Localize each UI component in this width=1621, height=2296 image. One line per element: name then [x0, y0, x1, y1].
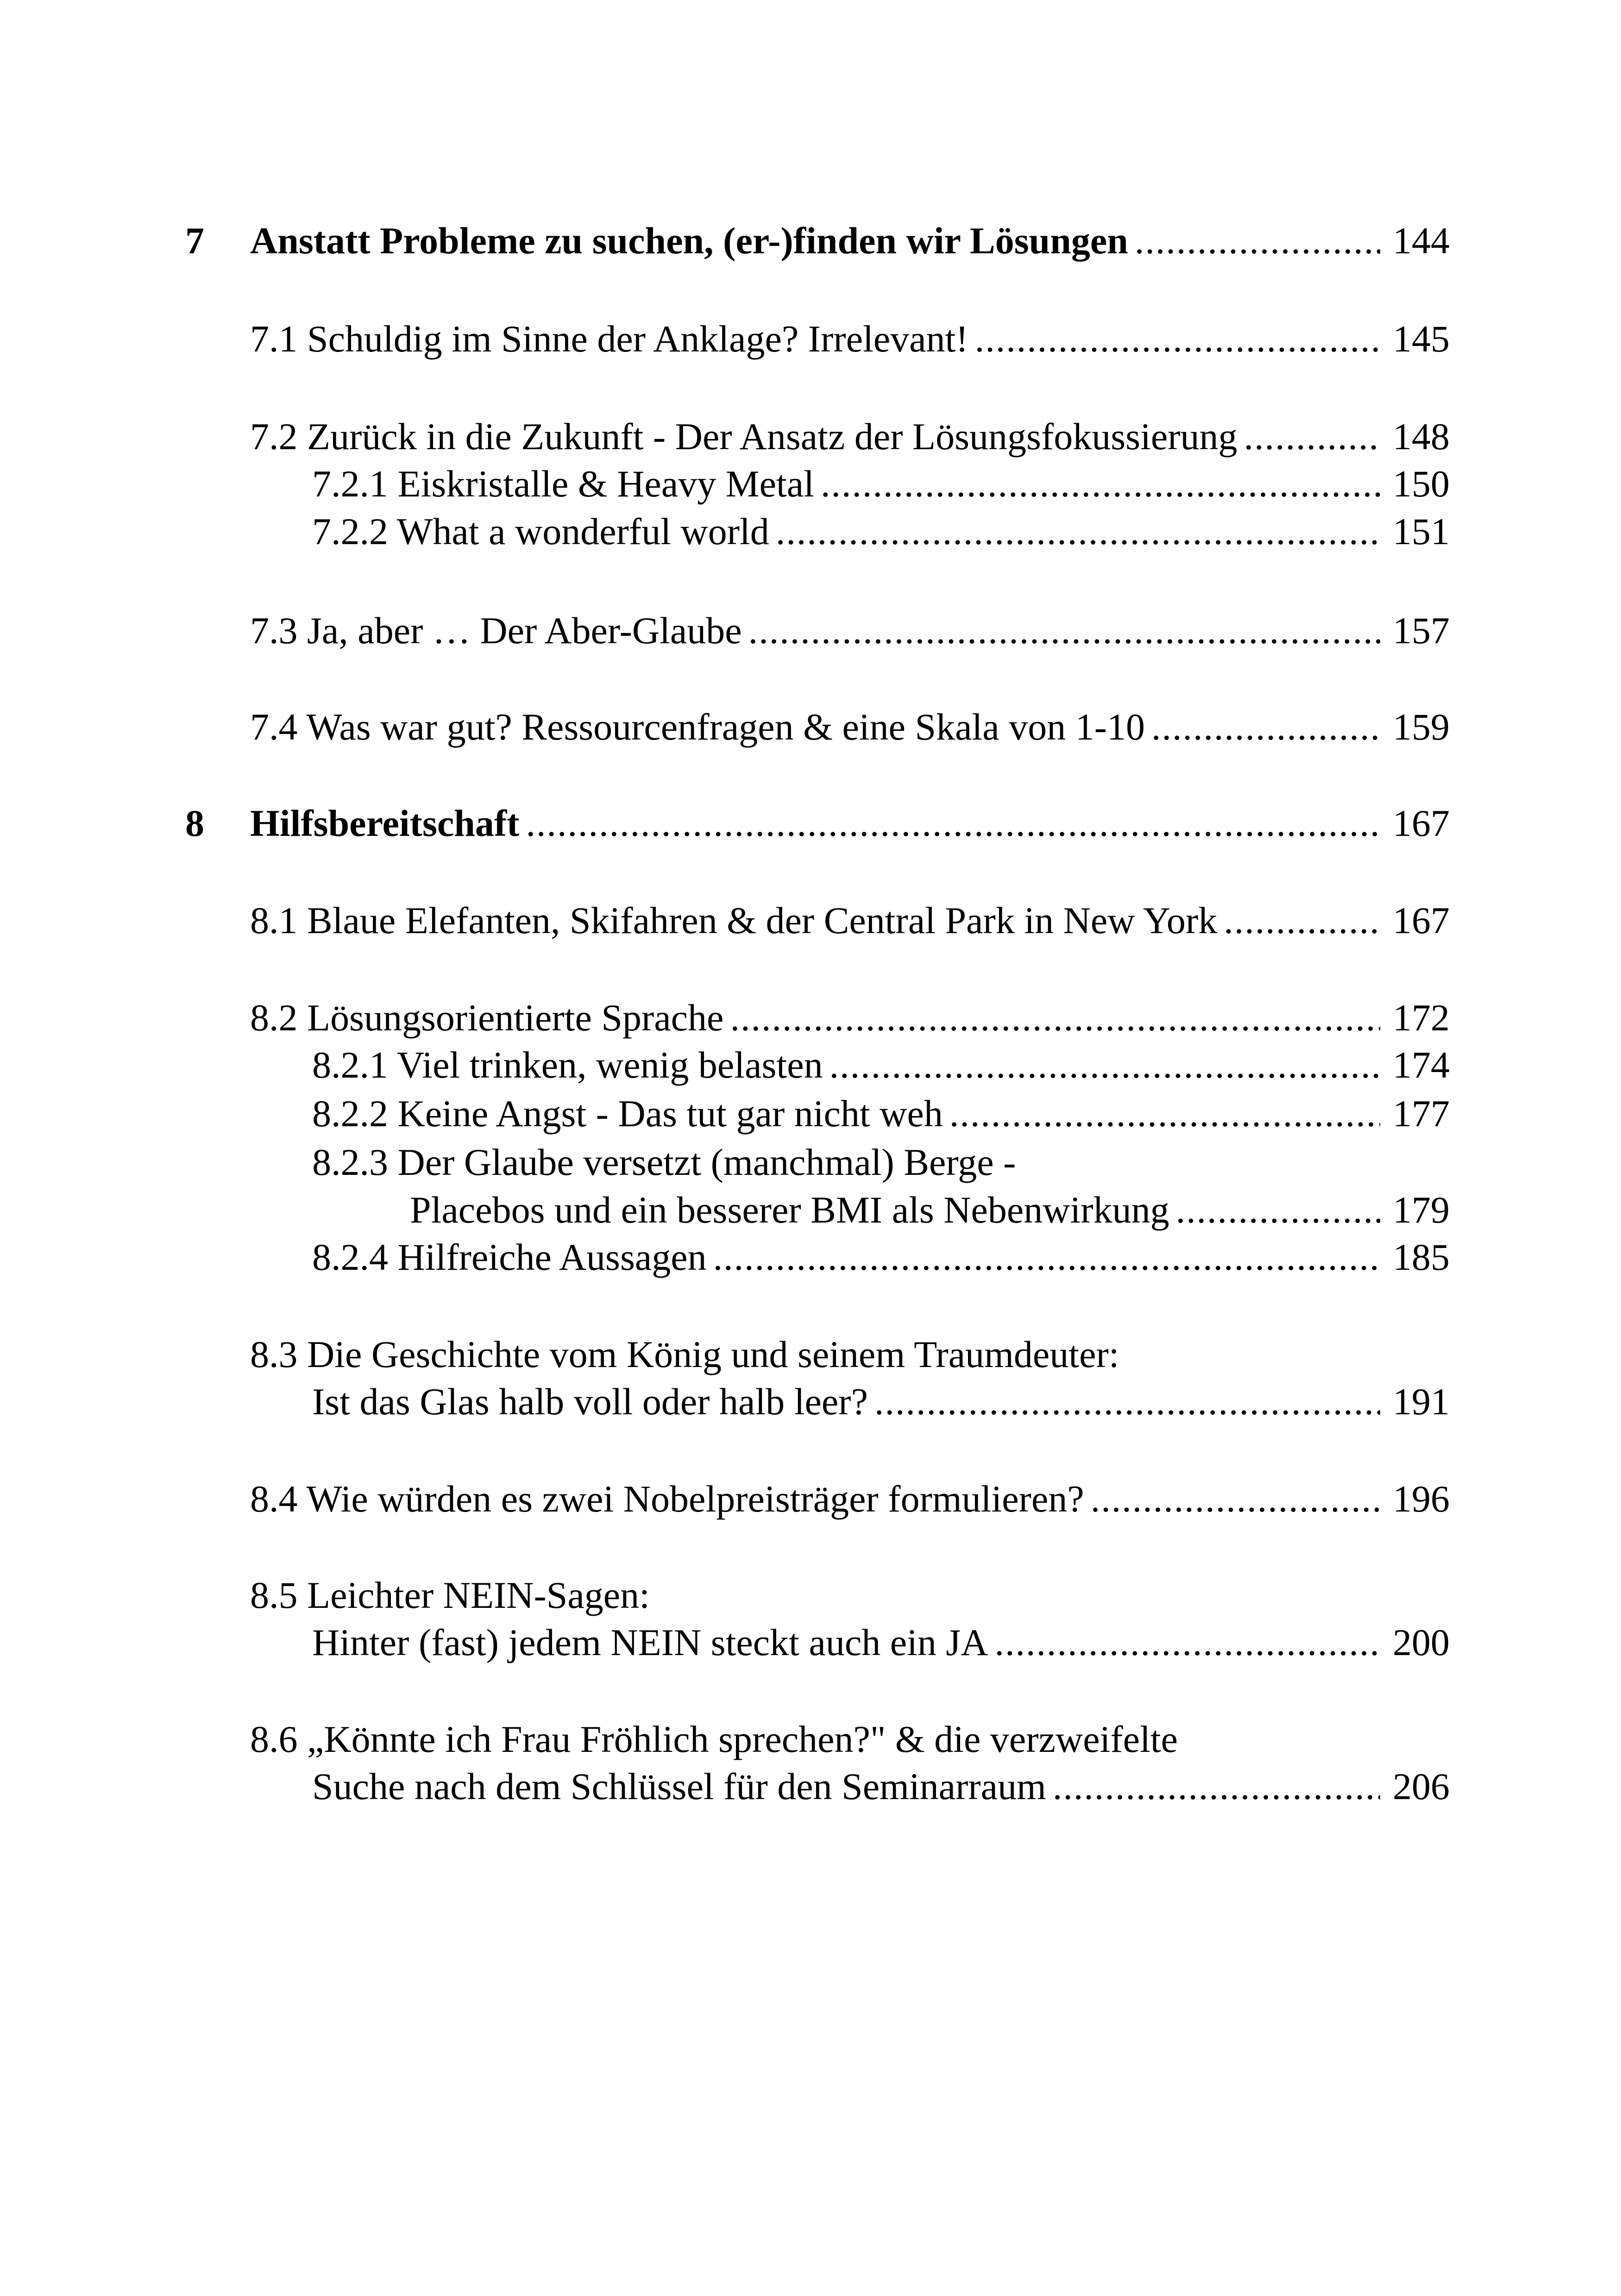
toc-entry-title: 8.4 Wie würden es zwei Nobelpreisträger formulieren? — [250, 1478, 1084, 1520]
toc-entry-7-1[interactable] — [250, 316, 1450, 362]
toc-page-number: 159 — [1393, 706, 1450, 748]
dot-leader — [821, 461, 1380, 507]
toc-page-number: 172 — [1393, 997, 1450, 1039]
toc-entry-title: 7.3 Ja, aber … Der Aber-Glaube — [250, 609, 742, 652]
toc-page-number: 185 — [1393, 1236, 1450, 1278]
toc-entry-title: 8.2 Lösungsorientierte Sprache — [250, 997, 724, 1039]
toc-entry-title: Ist das Glas halb voll oder halb leer? — [312, 1380, 868, 1423]
dot-leader — [1151, 704, 1380, 750]
toc-entry-8-2-3-line1[interactable]: 8.2.3 Der Glaube versetzt (manchmal) Berge - — [312, 1141, 1016, 1183]
toc-entry-8-3-line1[interactable]: 8.3 Die Geschichte vom König und seinem Traumdeuter: — [250, 1333, 1119, 1375]
dot-leader — [1224, 897, 1380, 944]
toc-entry-8-6[interactable] — [312, 1763, 1450, 1810]
toc-entry-chapter-8[interactable] — [250, 800, 1450, 847]
dot-leader — [776, 508, 1380, 555]
toc-page-number: 151 — [1393, 510, 1450, 552]
toc-page-number: 145 — [1393, 318, 1450, 360]
dot-leader — [526, 800, 1381, 847]
toc-entry-title: 8.1 Blaue Elefanten, Skifahren & der Central Park in New York — [250, 899, 1218, 941]
toc-entry-title: 8.2.4 Hilfreiche Aussagen — [312, 1236, 707, 1278]
toc-entry-title: Hinter (fast) jedem NEIN steckt auch ein JA — [312, 1621, 988, 1663]
toc-entry-7-2-2[interactable] — [312, 508, 1450, 555]
toc-entry-8-1[interactable] — [250, 897, 1450, 944]
toc-entry-8-2-3[interactable] — [410, 1187, 1450, 1233]
toc-entry-8-2-1[interactable] — [312, 1042, 1450, 1088]
dot-leader — [1135, 218, 1380, 264]
toc-page-number: 191 — [1393, 1380, 1450, 1423]
dot-leader — [1176, 1187, 1380, 1233]
toc-entry-8-3[interactable] — [312, 1379, 1450, 1425]
toc-entry-7-2-1[interactable] — [312, 461, 1450, 507]
toc-entry-7-3[interactable] — [250, 608, 1450, 654]
toc-entry-8-5-line1[interactable]: 8.5 Leichter NEIN-Sagen: — [250, 1574, 650, 1616]
dot-leader — [1244, 414, 1380, 460]
toc-entry-title: 7.1 Schuldig im Sinne der Anklage? Irrelevant! — [250, 318, 968, 360]
toc-page-number: 150 — [1393, 463, 1450, 505]
dot-leader — [1053, 1763, 1380, 1810]
toc-entry-title: 7.2.2 What a wonderful world — [312, 510, 769, 552]
toc-page-number: 174 — [1393, 1044, 1450, 1086]
toc-entry-8-2-2[interactable] — [312, 1091, 1450, 1137]
toc-page-number: 179 — [1393, 1189, 1450, 1231]
toc-page-number: 177 — [1393, 1092, 1450, 1135]
dot-leader — [995, 1619, 1380, 1666]
toc-entry-8-6-line1[interactable]: 8.6 „Könnte ich Frau Fröhlich sprechen?" & die verzweifelte — [250, 1718, 1178, 1760]
toc-entry-title: 7.2.1 Eiskristalle & Heavy Metal — [312, 463, 814, 505]
toc-entry-title: 8.2.1 Viel trinken, wenig belasten — [312, 1044, 823, 1086]
toc-entry-8-4[interactable] — [250, 1476, 1450, 1522]
toc-page-number: 196 — [1393, 1478, 1450, 1520]
dot-leader — [748, 608, 1380, 654]
toc-page-number: 167 — [1393, 802, 1450, 844]
toc-page-number: 200 — [1393, 1621, 1450, 1663]
toc-entry-8-5[interactable] — [312, 1619, 1450, 1666]
dot-leader — [1091, 1476, 1380, 1522]
toc-entry-7-4[interactable] — [250, 704, 1450, 750]
toc-entry-7-2[interactable] — [250, 414, 1450, 460]
toc-entry-8-2[interactable] — [250, 995, 1450, 1041]
toc-page-number: 167 — [1393, 899, 1450, 941]
toc-entry-title: 7.2 Zurück in die Zukunft - Der Ansatz der Lösungsfokussierung — [250, 415, 1238, 458]
dot-leader — [975, 316, 1380, 362]
toc-page-number: 148 — [1393, 415, 1450, 458]
toc-entry-title: 8.2.2 Keine Angst - Das tut gar nicht weh — [312, 1092, 943, 1135]
toc-page-number: 144 — [1393, 220, 1450, 262]
chapter-8-number: 8 — [185, 802, 204, 844]
dot-leader — [949, 1091, 1380, 1137]
dot-leader — [874, 1379, 1380, 1425]
toc-entry-title: Placebos und ein besserer BMI als Nebenwirkung — [410, 1189, 1169, 1231]
toc-entry-8-2-4[interactable] — [312, 1234, 1450, 1280]
chapter-7-number: 7 — [185, 220, 204, 262]
toc-entry-title: Suche nach dem Schlüssel für den Seminarraum — [312, 1765, 1046, 1807]
dot-leader — [829, 1042, 1380, 1088]
dot-leader — [730, 995, 1380, 1041]
toc-entry-chapter-7[interactable] — [250, 218, 1450, 264]
toc-entry-title: Hilfsbereitschaft — [250, 802, 520, 844]
dot-leader — [713, 1234, 1380, 1280]
toc-entry-title: Anstatt Probleme zu suchen, (er-)finden wir Lösungen — [250, 220, 1128, 262]
toc-page-number: 157 — [1393, 609, 1450, 652]
toc-entry-title: 7.4 Was war gut? Ressourcenfragen & eine Skala von 1-10 — [250, 706, 1145, 748]
toc-page-number: 206 — [1393, 1765, 1450, 1807]
